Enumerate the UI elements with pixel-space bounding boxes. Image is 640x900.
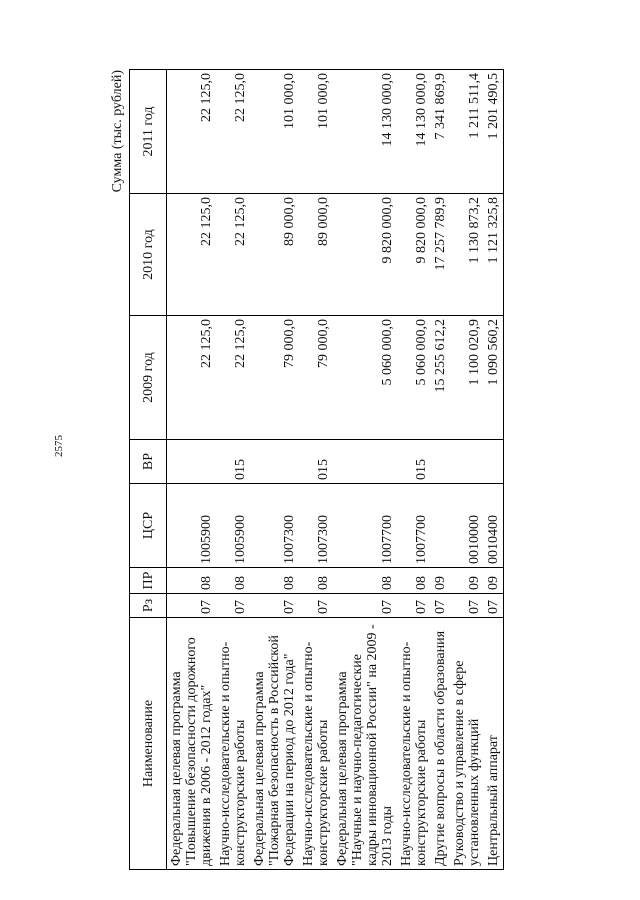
row-pr: 09 (450, 568, 484, 594)
row-csr: 1007300 (299, 484, 333, 568)
row-amount-2011: 101 000,0 (299, 70, 333, 194)
row-amount-2011: 1 211 511,4 (450, 70, 484, 194)
row-rz: 07 (216, 594, 250, 618)
row-amount-2009: 5 060 000,0 (333, 316, 397, 440)
row-pr: 08 (299, 568, 333, 594)
header-row (130, 70, 167, 870)
row-name: Федеральная целевая программа "Повышение безопасности дорожного движения в 2006 - 2012 годах" (167, 618, 217, 870)
table-row (167, 70, 217, 870)
row-vr (333, 440, 397, 484)
row-pr: 08 (167, 568, 217, 594)
row-csr: 1007300 (250, 484, 299, 568)
rotated-page (107, 70, 607, 870)
row-amount-2010: 9 820 000,0 (397, 194, 431, 316)
row-pr: 09 (431, 568, 450, 594)
row-name: Федеральная целевая программа "Научные и научно-педагогические кадры инновационной России" на 2009 - 2013 годы (333, 618, 397, 870)
row-amount-2010: 17 257 789,9 (431, 194, 450, 316)
row-amount-2009: 79 000,0 (250, 316, 299, 440)
row-vr (450, 440, 484, 484)
row-amount-2011: 14 130 000,0 (397, 70, 431, 194)
row-amount-2010: 22 125,0 (216, 194, 250, 316)
table-row (431, 70, 450, 870)
row-rz: 07 (484, 594, 504, 618)
table-row (250, 70, 299, 870)
row-rz: 07 (431, 594, 450, 618)
row-name: Научно-исследовательские и опытно-конструкторские работы (216, 618, 250, 870)
row-name: Центральный аппарат (484, 618, 504, 870)
header-rz: Рз (130, 594, 167, 618)
row-amount-2010: 89 000,0 (299, 194, 333, 316)
row-vr: 015 (216, 440, 250, 484)
row-name: Федеральная целевая программа "Пожарная безопасность в Российской Федерации на период до 2012 года" (250, 618, 299, 870)
row-amount-2011: 101 000,0 (250, 70, 299, 194)
table-row (299, 70, 333, 870)
row-vr (167, 440, 217, 484)
row-vr (484, 440, 504, 484)
table-row (484, 70, 504, 870)
row-amount-2011: 22 125,0 (216, 70, 250, 194)
header-2010: 2010 год (130, 194, 167, 316)
row-csr: 0010000 (450, 484, 484, 568)
row-pr: 08 (216, 568, 250, 594)
row-amount-2009: 5 060 000,0 (397, 316, 431, 440)
row-csr: 0010400 (484, 484, 504, 568)
row-amount-2009: 22 125,0 (167, 316, 217, 440)
row-name: Научно-исследовательские и опытно-конструкторские работы (397, 618, 431, 870)
table-row (333, 70, 397, 870)
row-name: Другие вопросы в области образования (431, 618, 450, 870)
row-amount-2010: 1 121 325,8 (484, 194, 504, 316)
row-amount-2010: 22 125,0 (167, 194, 217, 316)
header-csr: ЦСР (130, 484, 167, 568)
row-amount-2009: 15 255 612,2 (431, 316, 450, 440)
row-vr (250, 440, 299, 484)
header-pr: ПР (130, 568, 167, 594)
header-2009: 2009 год (130, 316, 167, 440)
row-amount-2009: 1 100 020,9 (450, 316, 484, 440)
budget-table (129, 69, 504, 870)
row-amount-2011: 7 341 869,9 (431, 70, 450, 194)
row-pr: 08 (250, 568, 299, 594)
row-name: Руководство и управление в сфере установленных функций (450, 618, 484, 870)
row-amount-2009: 79 000,0 (299, 316, 333, 440)
row-amount-2010: 1 130 873,2 (450, 194, 484, 316)
table-row (450, 70, 484, 870)
row-amount-2010: 89 000,0 (250, 194, 299, 316)
row-rz: 07 (333, 594, 397, 618)
row-amount-2011: 1 201 490,5 (484, 70, 504, 194)
row-pr: 08 (333, 568, 397, 594)
row-vr (431, 440, 450, 484)
row-rz: 07 (250, 594, 299, 618)
row-vr: 015 (397, 440, 431, 484)
row-csr: 1007700 (333, 484, 397, 568)
page-number: 2575 (53, 435, 65, 457)
row-amount-2009: 1 090 560,2 (484, 316, 504, 440)
table-row (397, 70, 431, 870)
row-rz: 07 (167, 594, 217, 618)
row-name: Научно-исследовательские и опытно-конструкторские работы (299, 618, 333, 870)
header-2011: 2011 год (130, 70, 167, 194)
table-body (167, 70, 504, 870)
header-vr: ВР (130, 440, 167, 484)
table-row (216, 70, 250, 870)
row-amount-2009: 22 125,0 (216, 316, 250, 440)
row-pr: 08 (397, 568, 431, 594)
row-csr: 1007700 (397, 484, 431, 568)
row-csr: 1005900 (167, 484, 217, 568)
unit-label: Сумма (тыс. рублей) (110, 70, 125, 193)
row-amount-2011: 14 130 000,0 (333, 70, 397, 194)
row-csr (431, 484, 450, 568)
row-amount-2011: 22 125,0 (167, 70, 217, 194)
row-csr: 1005900 (216, 484, 250, 568)
row-rz: 07 (299, 594, 333, 618)
row-rz: 07 (450, 594, 484, 618)
header-name: Наименование (130, 618, 167, 870)
row-vr: 015 (299, 440, 333, 484)
row-amount-2010: 9 820 000,0 (333, 194, 397, 316)
row-rz: 07 (397, 594, 431, 618)
row-pr: 09 (484, 568, 504, 594)
